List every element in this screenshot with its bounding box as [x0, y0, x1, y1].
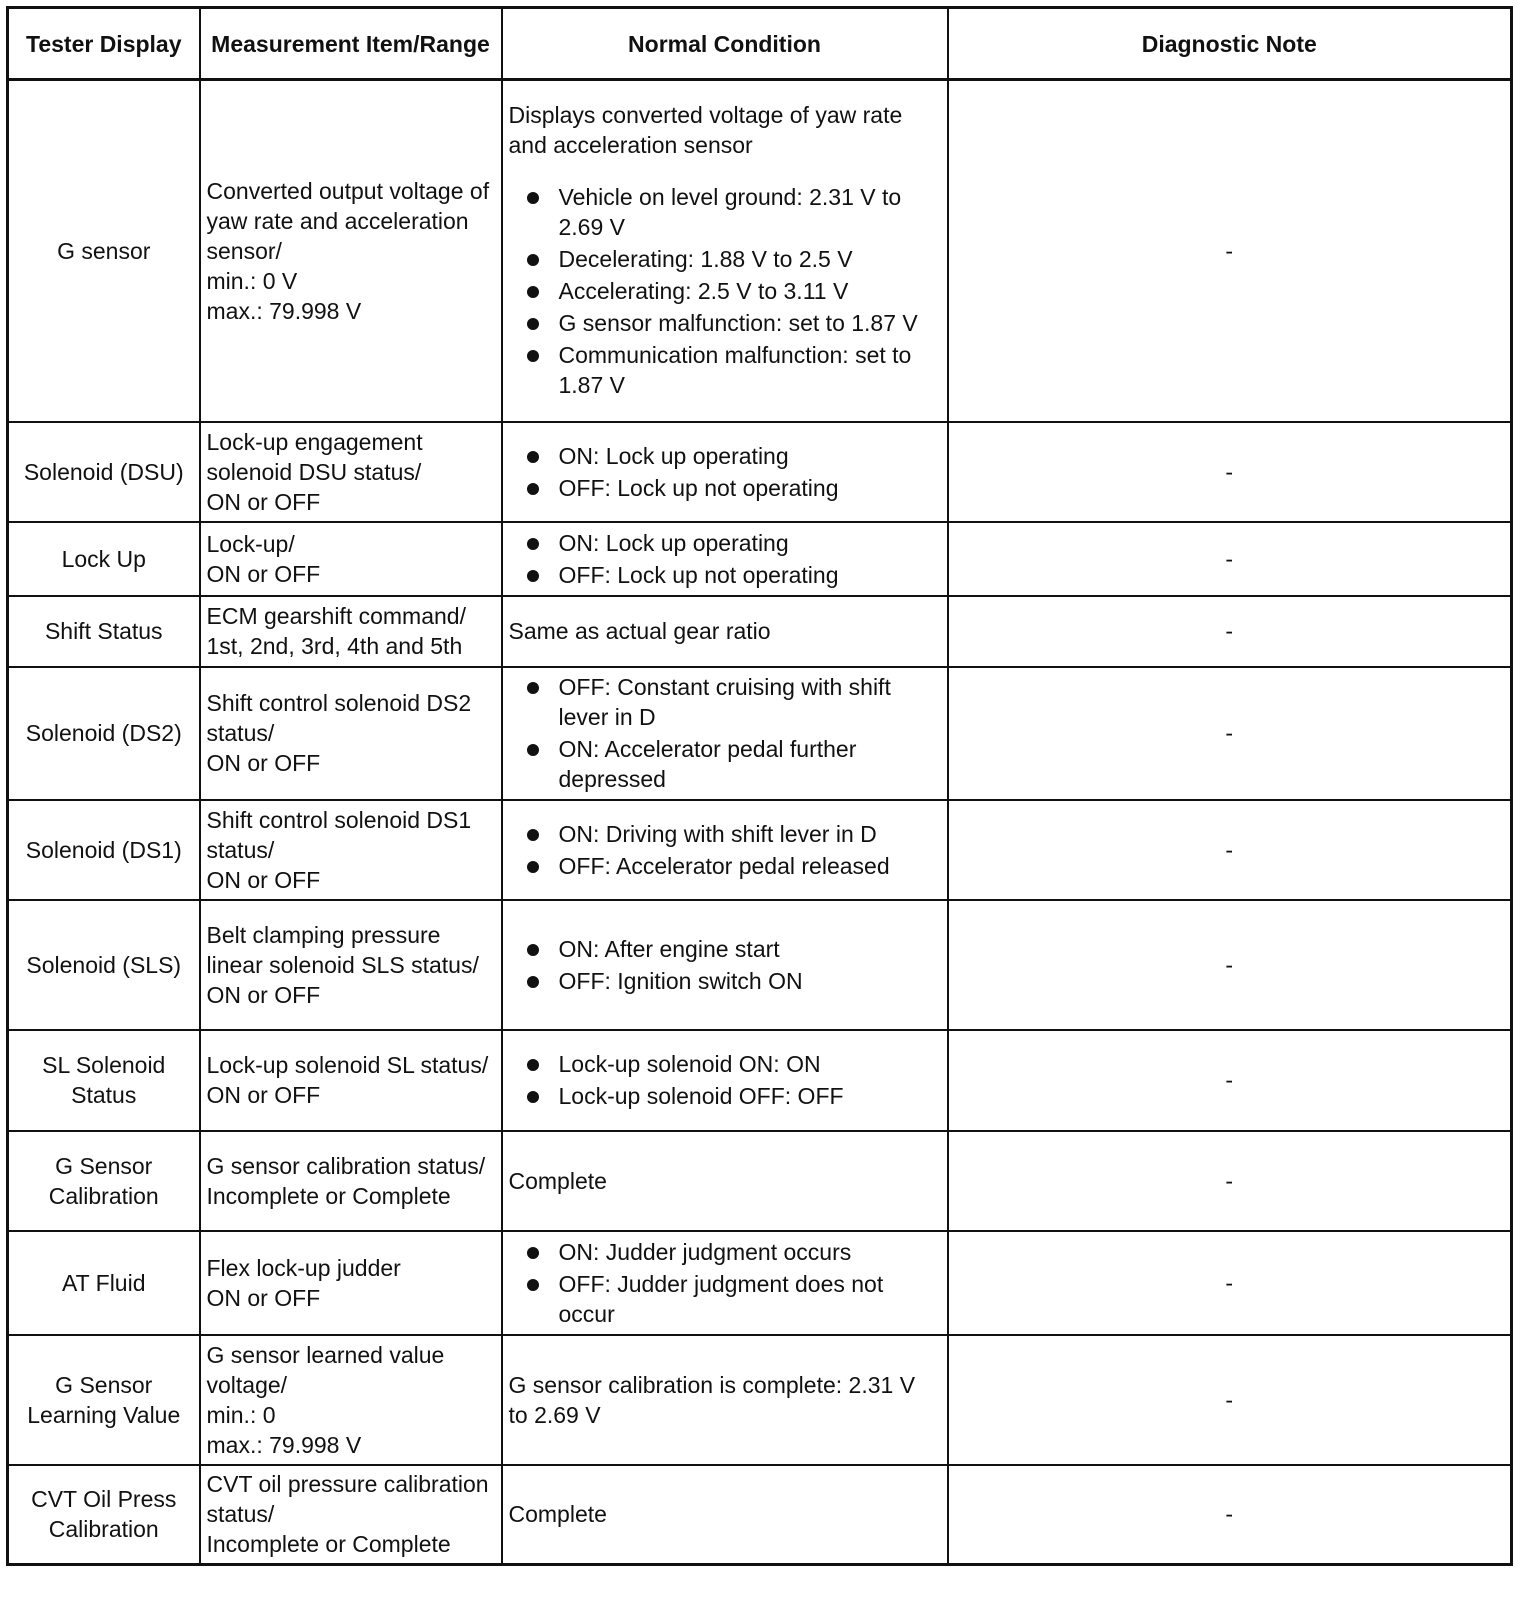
condition-bullet-text: ON: After engine start	[558, 935, 780, 962]
header-diagnostic-note: Diagnostic Note	[948, 8, 1512, 80]
condition-bullet-text: ON: Driving with shift lever in D	[558, 820, 877, 847]
table-row	[8, 422, 1512, 522]
measurement-cell	[200, 596, 502, 667]
condition-bullet-text: OFF: Ignition switch ON	[558, 967, 803, 994]
measurement-line: 1st, 2nd, 3rd, 4th and 5th	[206, 633, 463, 659]
bullet-dot-icon	[527, 192, 539, 204]
table-row	[8, 800, 1512, 900]
condition-bullet-list	[509, 1049, 941, 1111]
condition-bullet-item	[509, 308, 941, 338]
condition-bullet-text: Lock-up solenoid OFF: OFF	[558, 1083, 844, 1109]
condition-bullet-text: Accelerating: 2.5 V to 3.11 V	[558, 277, 849, 304]
condition-bullet-text: Decelerating: 1.88 V to 2.5 V	[558, 245, 853, 272]
tester-display-cell: Lock Up	[8, 522, 200, 596]
condition-text: Complete	[508, 1501, 607, 1528]
condition-bullet-item	[509, 441, 941, 471]
measurement-cell	[200, 1231, 502, 1335]
normal-condition-cell	[502, 80, 948, 422]
bullet-dot-icon	[527, 318, 539, 330]
condition-bullet-item	[509, 528, 941, 558]
condition-bullet-item	[509, 672, 941, 732]
normal-condition-cell	[502, 522, 948, 596]
measurement-cell	[200, 80, 502, 422]
tester-display-cell: G sensor	[8, 80, 200, 422]
normal-condition-cell	[502, 1131, 948, 1231]
normal-condition-cell	[502, 667, 948, 800]
bullet-dot-icon	[527, 254, 539, 266]
table-row	[8, 596, 1512, 667]
condition-bullet-item	[509, 1049, 941, 1079]
table-row	[8, 1231, 1512, 1335]
bullet-dot-icon	[527, 1059, 539, 1071]
measurement-line: ON or OFF	[206, 981, 321, 1008]
diagnostic-note-cell: -	[948, 1030, 1512, 1131]
bullet-dot-icon	[527, 570, 539, 582]
condition-bullet-list	[509, 672, 941, 794]
measurement-cell	[200, 800, 502, 900]
bullet-dot-icon	[527, 350, 539, 362]
normal-condition-cell	[502, 596, 948, 667]
condition-bullet-text: Vehicle on level ground: 2.31 V to 2.69 V	[558, 183, 902, 240]
table-row	[8, 1335, 1512, 1465]
bullet-dot-icon	[527, 286, 539, 298]
condition-bullet-item	[509, 1237, 941, 1267]
bullet-dot-icon	[527, 682, 539, 694]
bullet-dot-icon	[527, 483, 539, 495]
measurement-line: CVT oil pressure calibration status/	[206, 1471, 489, 1528]
measurement-line: min.: 0	[206, 1401, 276, 1428]
condition-text: Same as actual gear ratio	[508, 618, 771, 644]
condition-bullet-item	[509, 966, 941, 996]
diagnostic-note-cell: -	[948, 1335, 1512, 1465]
measurement-line: Lock-up solenoid SL status/	[206, 1052, 489, 1078]
diagnostic-note-cell: -	[948, 80, 1512, 422]
diagnostic-note-cell: -	[948, 522, 1512, 596]
header-normal-condition: Normal Condition	[502, 8, 948, 80]
measurement-line: ON or OFF	[206, 866, 321, 893]
tester-display-cell: SL Solenoid Status	[8, 1030, 200, 1131]
table-row	[8, 667, 1512, 800]
measurement-line: ON or OFF	[206, 488, 321, 515]
condition-bullet-list	[509, 1237, 941, 1329]
measurement-line: Shift control solenoid DS1 status/	[206, 806, 472, 863]
condition-bullet-list	[509, 182, 941, 400]
normal-condition-cell	[502, 900, 948, 1030]
header-row	[8, 8, 1512, 80]
diagnostic-note-cell: -	[948, 1465, 1512, 1565]
condition-bullet-item	[509, 734, 941, 794]
measurement-line: ECM gearshift command/	[206, 603, 466, 629]
tester-display-cell: Solenoid (DS1)	[8, 800, 200, 900]
measurement-line: max.: 79.998 V	[206, 1431, 362, 1458]
condition-bullet-text: OFF: Lock up not operating	[558, 474, 839, 501]
tester-display-cell: Shift Status	[8, 596, 200, 667]
measurement-line: ON or OFF	[206, 750, 321, 776]
normal-condition-cell	[502, 422, 948, 522]
diagnostic-note-cell: -	[948, 422, 1512, 522]
bullet-dot-icon	[527, 829, 539, 841]
tester-display-cell: AT Fluid	[8, 1231, 200, 1335]
measurement-line: Incomplete or Complete	[206, 1531, 451, 1558]
bullet-dot-icon	[527, 1279, 539, 1291]
condition-bullet-item	[509, 819, 941, 849]
diagnostic-note-cell: -	[948, 1131, 1512, 1231]
tester-display-cell: G Sensor Learning Value	[8, 1335, 200, 1465]
diagnostic-note-cell: -	[948, 667, 1512, 800]
condition-bullet-item	[509, 1269, 941, 1329]
measurement-cell	[200, 1465, 502, 1565]
table-row	[8, 1465, 1512, 1565]
measurement-line: min.: 0 V	[206, 267, 298, 294]
measurement-cell	[200, 1030, 502, 1131]
table-row	[8, 80, 1512, 422]
measurement-line: ON or OFF	[206, 1284, 321, 1311]
measurement-line: Flex lock-up judder	[206, 1254, 401, 1281]
measurement-cell	[200, 900, 502, 1030]
diagnostic-note-cell: -	[948, 900, 1512, 1030]
condition-bullet-item	[509, 182, 941, 242]
tester-display-cell: Solenoid (DSU)	[8, 422, 200, 522]
normal-condition-cell	[502, 1030, 948, 1131]
normal-condition-cell	[502, 800, 948, 900]
measurement-line: Shift control solenoid DS2 status/	[206, 690, 472, 746]
condition-bullet-item	[509, 340, 941, 400]
table-row	[8, 522, 1512, 596]
tester-display-cell: G Sensor Calibration	[8, 1131, 200, 1231]
bullet-dot-icon	[527, 538, 539, 550]
measurement-line: ON or OFF	[206, 560, 321, 587]
bullet-dot-icon	[527, 1091, 539, 1103]
table-row	[8, 1030, 1512, 1131]
condition-bullet-text: ON: Judder judgment occurs	[558, 1238, 852, 1265]
normal-condition-cell	[502, 1335, 948, 1465]
condition-text: G sensor calibration is complete: 2.31 V to 2.69 V	[508, 1371, 916, 1428]
bullet-dot-icon	[527, 744, 539, 756]
measurement-cell	[200, 522, 502, 596]
condition-bullet-text: ON: Lock up operating	[558, 442, 789, 469]
condition-bullet-text: Lock-up solenoid ON: ON	[558, 1051, 821, 1077]
table-row	[8, 1131, 1512, 1231]
condition-bullet-item	[509, 473, 941, 503]
table-row	[8, 900, 1512, 1030]
condition-bullet-item	[509, 934, 941, 964]
header-measurement: Measurement Item/Range	[200, 8, 502, 80]
condition-bullet-list	[509, 819, 941, 881]
table-body	[8, 80, 1512, 1565]
measurement-cell	[200, 667, 502, 800]
bullet-dot-icon	[527, 451, 539, 463]
tester-display-cell: Solenoid (SLS)	[8, 900, 200, 1030]
condition-bullet-text: OFF: Constant cruising with shift lever in D	[558, 674, 891, 730]
measurement-cell	[200, 422, 502, 522]
condition-bullet-item	[509, 1081, 941, 1111]
tester-display-cell: Solenoid (DS2)	[8, 667, 200, 800]
header-tester-display: Tester Display	[8, 8, 200, 80]
condition-bullet-text: OFF: Accelerator pedal released	[558, 852, 890, 879]
condition-bullet-list	[509, 528, 941, 590]
condition-bullet-item	[509, 851, 941, 881]
condition-bullet-list	[509, 934, 941, 996]
bullet-dot-icon	[527, 944, 539, 956]
measurement-cell	[200, 1131, 502, 1231]
condition-bullet-item	[509, 276, 941, 306]
condition-bullet-text: ON: Lock up operating	[558, 529, 789, 556]
measurement-line: Incomplete or Complete	[206, 1182, 451, 1209]
measurement-cell	[200, 1335, 502, 1465]
bullet-dot-icon	[527, 976, 539, 988]
measurement-line: Lock-up/	[206, 530, 295, 557]
measurement-line: max.: 79.998 V	[206, 297, 362, 324]
diagnostic-note-cell: -	[948, 1231, 1512, 1335]
diagnostic-note-cell: -	[948, 800, 1512, 900]
condition-bullet-item	[509, 560, 941, 590]
bullet-dot-icon	[527, 861, 539, 873]
measurement-line: Converted output voltage of yaw rate and acceleration sensor/	[206, 177, 490, 264]
measurement-line: Belt clamping pressure linear solenoid SLS status/	[206, 921, 479, 978]
condition-bullet-text: Communication malfunction: set to 1.87 V	[558, 341, 912, 398]
diagnostic-note-cell: -	[948, 596, 1512, 667]
data-list-table	[6, 6, 1513, 1566]
condition-bullet-text: OFF: Judder judgment does not occur	[558, 1270, 884, 1327]
measurement-line: Lock-up engagement solenoid DSU status/	[206, 428, 423, 485]
condition-bullet-text: OFF: Lock up not operating	[558, 561, 839, 588]
condition-bullet-list	[509, 441, 941, 503]
condition-bullet-text: G sensor malfunction: set to 1.87 V	[558, 309, 918, 336]
condition-bullet-item	[509, 244, 941, 274]
tester-display-cell: CVT Oil Press Calibration	[8, 1465, 200, 1565]
condition-text: Complete	[508, 1167, 607, 1194]
normal-condition-cell	[502, 1231, 948, 1335]
bullet-dot-icon	[527, 1247, 539, 1259]
condition-bullet-text: ON: Accelerator pedal further depressed	[558, 736, 857, 792]
condition-text: Displays converted voltage of yaw rate and acceleration sensor	[508, 101, 903, 158]
measurement-line: ON or OFF	[206, 1082, 321, 1108]
normal-condition-cell	[502, 1465, 948, 1565]
measurement-line: G sensor learned value voltage/	[206, 1341, 445, 1398]
measurement-line: G sensor calibration status/	[206, 1152, 486, 1179]
